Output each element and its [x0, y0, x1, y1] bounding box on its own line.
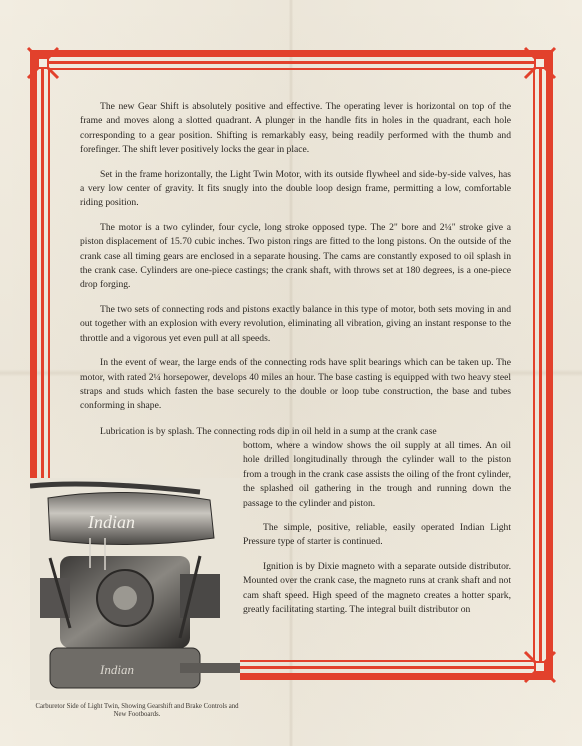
crankcase-logo: Indian	[100, 662, 134, 677]
paragraph-lubrication-continued: bottom, where a window shows the oil supply at all times. An oil hole drilled longitudinally through the cylinder wall to the piston from a trough in the crank case assists the oiling of the front cylinder, the splashed oil gathering in the trough and running down the passage to the cylinder and piston.	[243, 440, 511, 509]
paragraph-gear-shift: The new Gear Shift is absolutely positive and effective. The operating lever is horizontal on top of the frame and moves along a slotted quadrant. A plunger in the handle fits in holes in the quadrant, each hole corresponding to a gear position. Shifting is remarkably easy, being readily performed with the thumb and forefinger. The shift lever positively locks the gear in place.	[80, 101, 511, 156]
photo-caption: Carburetor Side of Light Twin, Showing Gearshift and Brake Controls and New Footboards.	[35, 703, 239, 719]
engine-photo	[30, 478, 240, 700]
corner-knot-icon-top-left	[26, 46, 60, 80]
body-text	[80, 100, 511, 424]
engine-illustration	[30, 478, 240, 700]
paragraph-balance: The two sets of connecting rods and pistons exactly balance in this type of motor, both sets moving in and out together with an explosion with every revolution, eliminating all vibration, giving an instant response to the throttle and a vigorous yet even pull at all speeds.	[80, 303, 511, 344]
corner-knot-icon-top-right	[523, 46, 557, 80]
paragraph-wear: In the event of wear, the large ends of the connecting rods have split bearings which can be taken up. The motor, with rated 2¼ horsepower, develops 40 miles an hour. The base casting is equipped with two heavy steel straps and studs which fasten the base securely to the double or loop tube construction, the base and tubes conforming in shape.	[80, 357, 511, 412]
paragraph-ignition: Ignition is by Dixie magneto with a separate outside distributor. Mounted over the crank case, the magneto runs at crank shaft and not cam shaft speed. High speed of the magneto creates a hotter spark, greatly facilitating starting. The integral built distributor on	[243, 560, 511, 616]
paragraph-motor-placement: Set in the frame horizontally, the Light Twin Motor, with its outside flywheel and side-by-side valves, has a very low center of gravity. It fits snugly into the double loop design frame, permitting a low, comfortable riding position.	[80, 168, 511, 209]
tank-logo: Indian	[88, 512, 135, 532]
paragraph-motor-specs: The motor is a two cylinder, four cycle, long stroke opposed type. The 2" bore and 2¼" stroke give a piston displacement of 15.70 cubic inches. Two piston rings are fitted to the long pistons. On the outside of the crank case all timing gears are enclosed in a separate housing. The cams are constantly exposed to oil splash in the crank case. Cylinders are one-piece castings; the crank shaft, with throws set at 180 degrees, is a one-piece drop forging.	[80, 221, 511, 291]
right-column	[243, 439, 511, 627]
corner-knot-icon-bottom-right	[523, 650, 557, 684]
paragraph-starter: The simple, positive, reliable, easily operated Indian Light Pressure type of starter is continued.	[243, 522, 511, 548]
lubrication-lead: Lubrication is by splash. The connecting rods dip in oil held in a sump at the crank case	[100, 426, 437, 437]
